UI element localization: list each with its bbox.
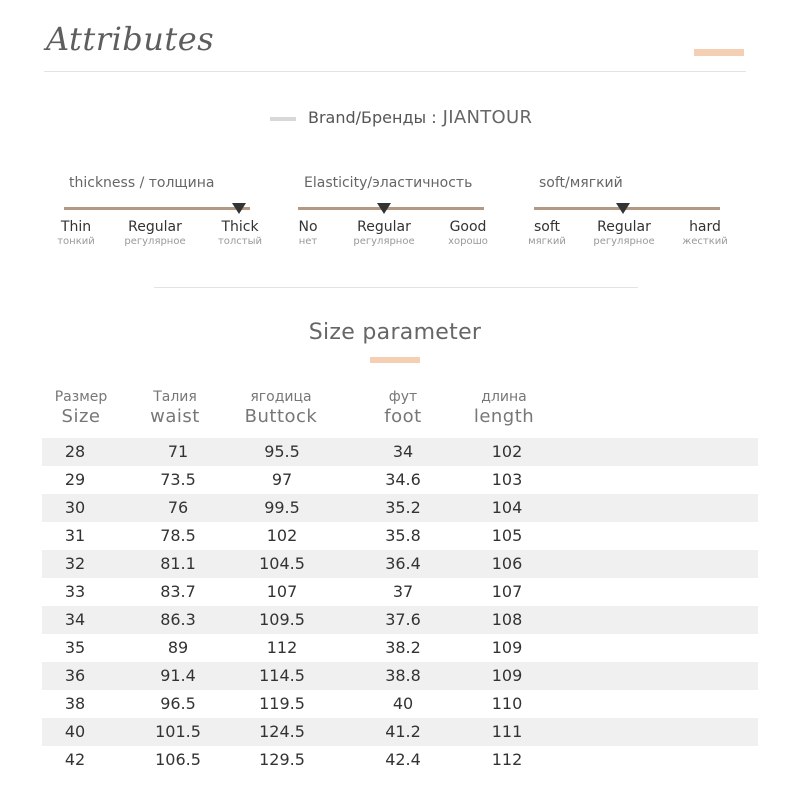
table-cell: 71	[167, 442, 189, 461]
table-cell: 73.5	[160, 470, 196, 489]
table-cell: 129.5	[259, 750, 305, 769]
column-header-foot: фут foot	[384, 389, 422, 427]
table-cell: 83.7	[160, 582, 196, 601]
table-cell: 101.5	[155, 722, 201, 741]
table-cell: 96.5	[160, 694, 196, 713]
table-row	[42, 634, 758, 662]
column-header-buttock: ягодица Buttock	[244, 389, 318, 427]
table-cell: 40	[64, 722, 86, 741]
brand-value: JIANTOUR	[442, 107, 533, 128]
table-cell: 35.8	[385, 526, 421, 545]
tick: Regular регулярное	[593, 219, 655, 247]
size-title-accent-bar	[370, 357, 420, 363]
tick: Regular регулярное	[124, 219, 186, 247]
table-cell: 78.5	[160, 526, 196, 545]
table-cell: 103	[491, 470, 523, 489]
table-cell: 104	[491, 498, 523, 517]
table-cell: 102	[491, 442, 523, 461]
table-cell: 36.4	[385, 554, 421, 573]
scale-softness	[0, 175, 790, 255]
tick: Good хорошо	[448, 219, 488, 247]
table-cell: 37	[392, 582, 414, 601]
column-header-length: длина length	[473, 389, 535, 427]
table-cell: 33	[64, 582, 86, 601]
table-cell: 109.5	[259, 610, 305, 629]
scale-label: thickness / толщина	[69, 175, 215, 191]
table-cell: 42	[64, 750, 86, 769]
table-cell: 86.3	[160, 610, 196, 629]
table-cell: 104.5	[259, 554, 305, 573]
brand-dash	[270, 117, 296, 121]
table-cell: 95.5	[264, 442, 300, 461]
table-cell: 34	[392, 442, 414, 461]
title-accent-bar	[694, 49, 744, 56]
table-cell: 107	[266, 582, 298, 601]
table-cell: 108	[491, 610, 523, 629]
table-cell: 35.2	[385, 498, 421, 517]
header-divider	[44, 71, 746, 72]
table-cell: 111	[491, 722, 523, 741]
table-row	[42, 466, 758, 494]
table-row	[42, 522, 758, 550]
table-cell: 106.5	[155, 750, 201, 769]
tick: soft мягкий	[528, 219, 566, 247]
table-cell: 38	[64, 694, 86, 713]
table-row	[42, 494, 758, 522]
table-cell: 41.2	[385, 722, 421, 741]
table-cell: 38.8	[385, 666, 421, 685]
table-cell: 35	[64, 638, 86, 657]
table-cell: 89	[167, 638, 189, 657]
table-cell: 42.4	[385, 750, 421, 769]
table-row	[42, 578, 758, 606]
table-cell: 40	[392, 694, 414, 713]
table-cell: 102	[266, 526, 298, 545]
table-cell: 28	[64, 442, 86, 461]
tick: No нет	[298, 219, 318, 247]
table-cell: 29	[64, 470, 86, 489]
table-cell: 105	[491, 526, 523, 545]
tick: Thin тонкий	[57, 219, 95, 247]
scale-label: Elasticity/эластичность	[304, 175, 473, 191]
table-cell: 34	[64, 610, 86, 629]
table-row	[42, 438, 758, 466]
column-header-waist: Талия waist	[150, 389, 200, 427]
table-row	[42, 746, 758, 774]
table-row	[42, 718, 758, 746]
table-cell: 114.5	[259, 666, 305, 685]
table-cell: 107	[491, 582, 523, 601]
brand-line	[308, 107, 532, 128]
table-cell: 112	[266, 638, 298, 657]
scale-label: soft/мягкий	[539, 175, 623, 191]
table-cell: 106	[491, 554, 523, 573]
table-cell: 31	[64, 526, 86, 545]
table-cell: 38.2	[385, 638, 421, 657]
table-cell: 112	[491, 750, 523, 769]
column-header-size: Размер Size	[54, 389, 108, 427]
table-cell: 109	[491, 666, 523, 685]
table-cell: 97	[271, 470, 293, 489]
table-row	[42, 550, 758, 578]
table-cell: 91.4	[160, 666, 196, 685]
table-row	[42, 606, 758, 634]
size-section-title: Size parameter	[308, 320, 482, 345]
section-divider	[154, 287, 638, 288]
table-row	[42, 662, 758, 690]
brand-label: Brand/Бренды :	[308, 108, 437, 127]
table-cell: 34.6	[385, 470, 421, 489]
table-cell: 76	[167, 498, 189, 517]
tick: Thick толстый	[217, 219, 263, 247]
table-cell: 81.1	[160, 554, 196, 573]
table-cell: 99.5	[264, 498, 300, 517]
page-title: Attributes	[46, 20, 215, 58]
table-cell: 37.6	[385, 610, 421, 629]
table-cell: 109	[491, 638, 523, 657]
table-cell: 119.5	[259, 694, 305, 713]
table-cell: 30	[64, 498, 86, 517]
table-row	[42, 690, 758, 718]
table-cell: 124.5	[259, 722, 305, 741]
size-table	[42, 438, 758, 774]
tick: hard жесткий	[682, 219, 728, 247]
table-cell: 36	[64, 666, 86, 685]
scale-marker-icon	[616, 203, 630, 214]
tick: Regular регулярное	[353, 219, 415, 247]
table-cell: 32	[64, 554, 86, 573]
table-cell: 110	[491, 694, 523, 713]
